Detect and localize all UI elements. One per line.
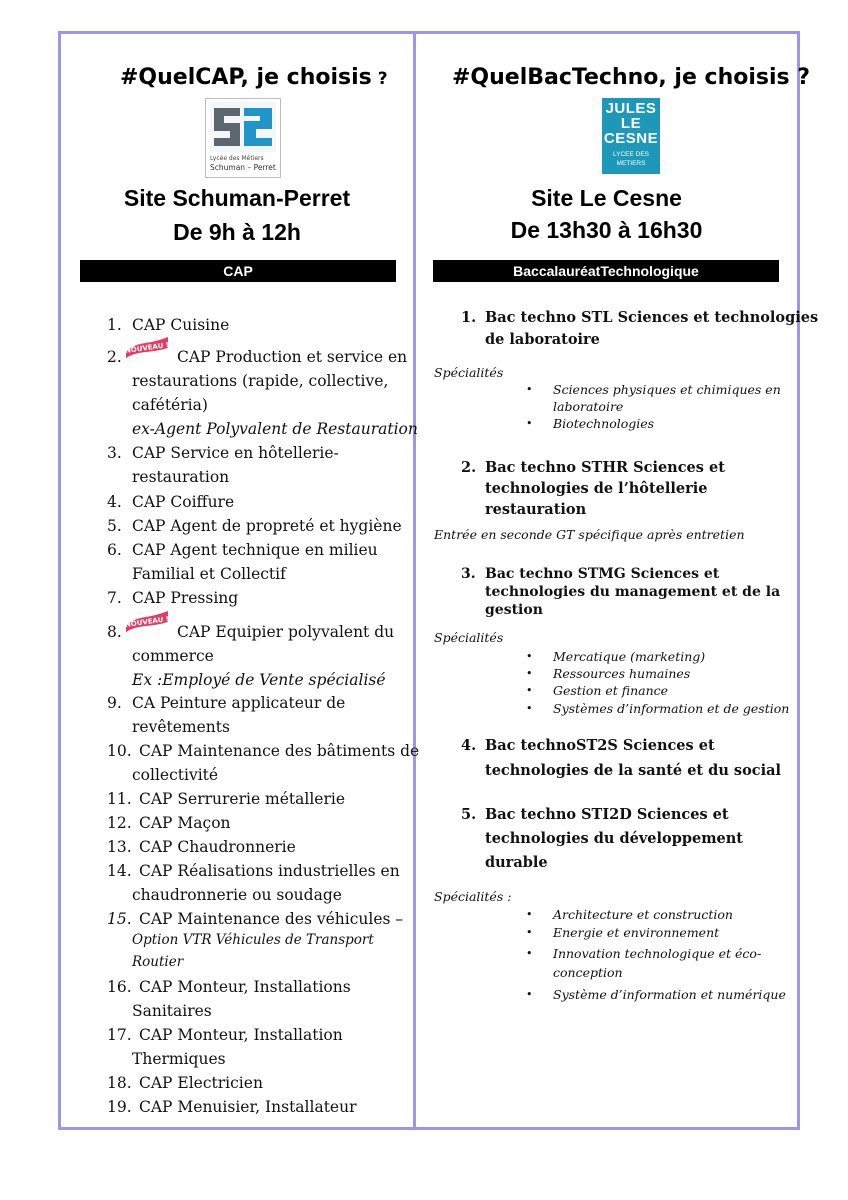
bullet-item: • Biotechnologies [526,416,655,431]
bullet-item: • Système d’information et numérique [526,987,786,1002]
bullet-item: • Gestion et finance [526,683,669,698]
entry-note: Entrée en seconde GT spécifique après entretien [434,527,745,542]
sp-logo-icon [210,102,276,152]
bullet-item: • Innovation technologique et éco- [526,946,762,961]
schuman-perret-logo [205,98,281,178]
jlc-logo-line1: JULES [605,100,657,117]
spec-label: Spécialités [434,630,504,645]
bullet-item: conception [553,965,623,980]
bullet-item: • Ressources humaines [526,666,691,681]
right-hours: De 13h30 à 16h30 [510,217,703,243]
svg-text:NOUVEAU !: NOUVEAU ! [124,614,170,630]
cap-section-bar: CAP [80,260,396,282]
left-heading: #QuelCAP, je choisis ? [120,65,388,90]
new-badge-icon [124,336,170,358]
spec-label: Spécialités [434,365,504,380]
jlc-logo-line3: CESNE [603,130,659,147]
bullet-item: laboratoire [553,399,624,414]
bullet-item: • Systèmes d’information et de gestion [526,701,790,716]
right-site: Site Le Cesne [531,185,682,211]
bullet-item: • Sciences physiques et chimiques en [526,382,781,397]
jlc-logo-sub: LYCEE DES METIERS [612,151,649,167]
sp-logo-line1: Lycée des Métiers [210,155,264,162]
new-badge-icon [124,610,170,632]
spec-label: Spécialités : [434,889,512,904]
jlc-logo-line2: LE [620,115,642,132]
bullet-item: • Mercatique (marketing) [526,649,706,664]
bullet-item: • Architecture et construction [526,907,733,922]
jules-le-cesne-logo [602,98,660,174]
bullet-item: • Energie et environnement [526,925,720,940]
svg-text:NOUVEAU !: NOUVEAU ! [124,340,170,356]
sp-logo-line2: Schuman – Perret [210,163,276,172]
right-column: #QuelBacTechno, je choisis ? JULES LE CESNE LYCEE DES METIERS Site Le Cesne De 13h30 à 16h30 BaccalauréatTechnologique 1. Bac techno STL Sciences et technologies de laboratoire Spécialités • Sciences physiques et chimiques en laboratoire • Biotechnologies 2. Bac techno STHR Sciences et technologies de l’hôtellerie restauration Entrée en seconde GT spécifique après entretien 3. Bac techno STMG Sciences et technologies du management et de la gestion Spécialités • Mercatique (marketing) • Ressources humaines • Gestion et finance • Systèmes d’information et de gestion 4. Bac technoST2S Sciences et technologies de la santé et du social 5. Bac techno STI2D Sciences et technologies du développement durable Spécialités : • Architecture et construction • Energie et environnement • Innovation technologique et éco- conception • Système d’information et numérique [416,34,797,1127]
bac-section-bar: BaccalauréatTechnologique [433,260,779,282]
right-heading: #QuelBacTechno, je choisis ? [452,65,811,90]
left-hours: De 9h à 12h [173,219,301,245]
left-site: Site Schuman-Perret [123,185,351,211]
left-column: #QuelCAP, je choisis ? Lycée des Métiers Schuman – Perret Site Schuman-Perret De 9h à 12h CAP 1. CAP Cuisine 2. NOUVEAU ! CAP Production et service en restaurations (rapide, collective, cafétéria) ex-Agent Polyvalent de Restauration 3. CAP Service en hôtellerie- restauration 4. CAP Coiffure 5. CAP Agent de propreté et hygiène 6. CAP Agent technique en milieu Familial et Collectif 7. CAP Pressing 8. NOUVEAU ! CAP Equipier polyvalent du commerce Ex :Employé de Vente spécialisé 9. CA Peinture applicateur de revêtements 10. CAP Maintenance des bâtiments de collectivité 11. CAP Serrurerie métallerie 12. CAP Maçon 13. CAP Chaudronnerie 14. CAP Réalisations industrielles en chaudronnerie ou soudage 15. CAP Maintenance des véhicules – Option VTR Véhicules de Transport Routier 16. CAP Monteur, Installations Sanitaires 17. CAP Monteur, Installation Thermiques 18. CAP Electricien 19. CAP Menuisier, Installateur [61,34,413,1127]
